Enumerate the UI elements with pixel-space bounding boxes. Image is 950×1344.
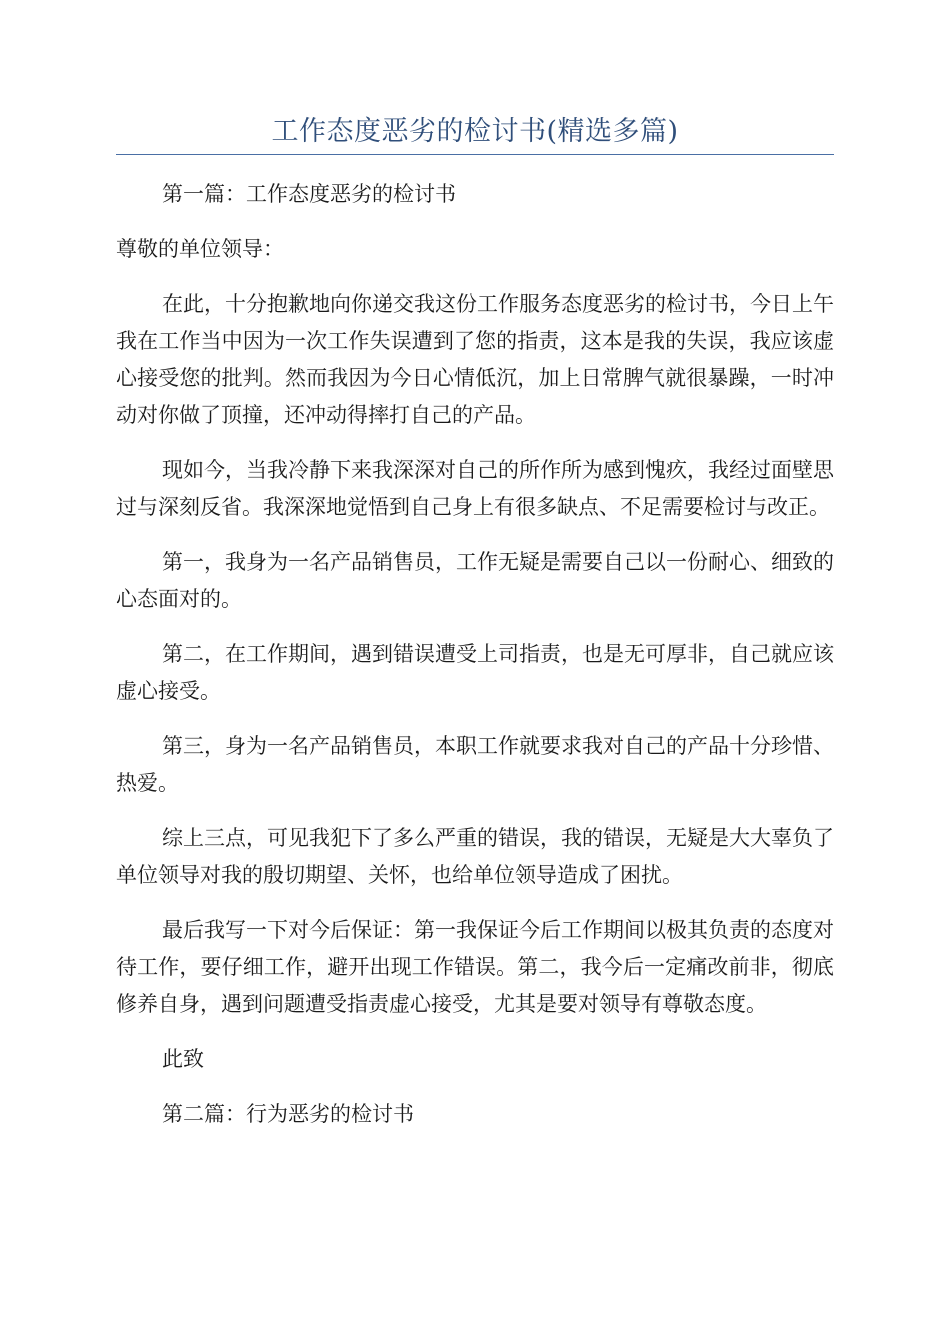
paragraph-point-1: 第一，我身为一名产品销售员，工作无疑是需要自己以一份耐心、细致的心态面对的。	[116, 550, 834, 611]
paragraph-guarantee: 最后我写一下对今后保证：第一我保证今后工作期间以极其负责的态度对待工作，要仔细工作，避开出现工作错误。第二，我今后一定痛改前非，彻底修养自身，遇到问题遭受指责虚心接受，尤其是要对领导有尊敬态度。	[116, 918, 834, 1016]
paragraph-apology: 在此，十分抱歉地向你递交我这份工作服务态度恶劣的检讨书，今日上午我在工作当中因为一次工作失误遭到了您的指责，这本是我的失误，我应该虚心接受您的批判。然而我因为今日心情低沉，加上日常脾气就很暴躁，一时冲动对你做了顶撞，还冲动得摔打自己的产品。	[116, 292, 834, 427]
paragraph-reflection: 现如今，当我冷静下来我深深对自己的所作所为感到愧疚，我经过面壁思过与深刻反省。我深深地觉悟到自己身上有很多缺点、不足需要检讨与改正。	[116, 458, 834, 519]
closing-phrase: 此致	[162, 1047, 204, 1071]
paragraph-summary: 综上三点，可见我犯下了多么严重的错误，我的错误，无疑是大大辜负了单位领导对我的殷切期望、关怀，也给单位领导造成了困扰。	[116, 826, 834, 887]
paragraph-point-2: 第二，在工作期间，遇到错误遭受上司指责，也是无可厚非，自己就应该虚心接受。	[116, 642, 834, 703]
section-heading-1: 第一篇：工作态度恶劣的检讨书	[162, 182, 456, 206]
salutation: 尊敬的单位领导：	[116, 237, 284, 261]
document-title: 工作态度恶劣的检讨书(精选多篇)	[271, 116, 679, 147]
title-underline	[116, 154, 834, 155]
paragraph-point-3: 第三，身为一名产品销售员，本职工作就要求我对自己的产品十分珍惜、热爱。	[116, 734, 834, 795]
section-heading-2: 第二篇：行为恶劣的检讨书	[162, 1102, 414, 1126]
document-body	[116, 176, 834, 1151]
